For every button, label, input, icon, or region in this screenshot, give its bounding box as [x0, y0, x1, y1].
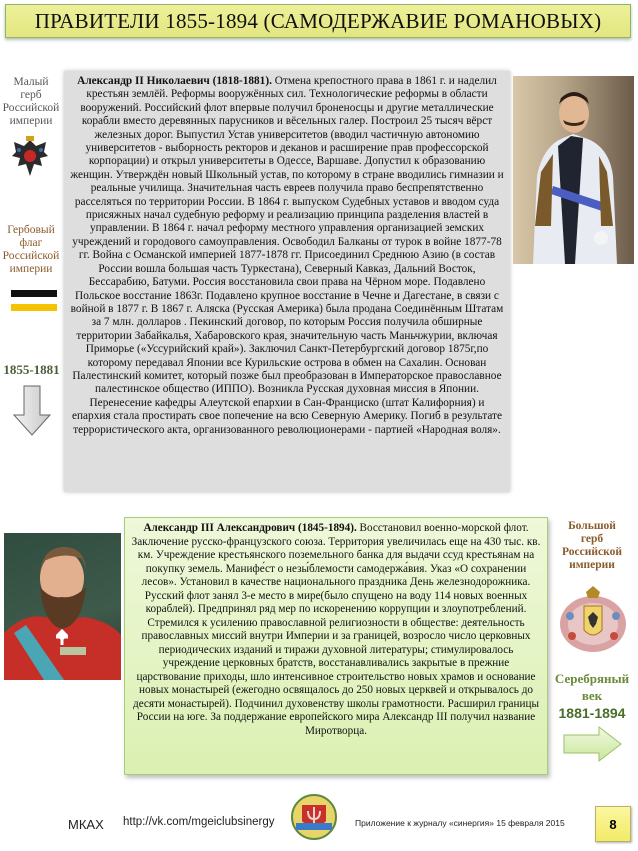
label-line: империи: [9, 263, 53, 275]
alexander-iii-bio: [125, 518, 547, 738]
alexander-ii-portrait: [513, 76, 634, 264]
label-line: герб: [20, 89, 42, 101]
label-line: век: [581, 688, 603, 703]
great-coat-of-arms-icon: [558, 586, 628, 654]
period-1881-1894: 1881-1894: [558, 705, 626, 721]
alexander-ii-name: Александр II Николаевич (1818-1881).: [77, 75, 272, 87]
label-line: Малый: [13, 76, 49, 88]
small-coat-label: [0, 76, 62, 128]
page-title-bar: [5, 4, 631, 38]
label-line: флаг: [19, 237, 43, 249]
arrow-down-icon: [12, 385, 52, 437]
synergy-club-emblem-icon: [290, 793, 338, 841]
great-coat-label: [548, 520, 636, 572]
label-line: империи: [569, 559, 615, 571]
double-headed-eagle-icon: [10, 134, 50, 182]
alexander-ii-bio: [64, 71, 510, 437]
label-line: Большой: [568, 520, 616, 532]
page-title: ПРАВИТЕЛИ 1855-1894 (САМОДЕРЖАВИЕ РОМАНОВЫХ): [34, 8, 602, 33]
label-line: герб: [580, 533, 604, 545]
footer-link[interactable]: http://vk.com/mgeiclubsinergy: [123, 816, 275, 828]
label-line: Гербовый: [7, 224, 55, 236]
alexander-ii-panel: [64, 71, 510, 492]
period-1855-1881: 1855-1881: [3, 362, 60, 377]
alexander-iii-panel: [124, 517, 548, 775]
label-line: империи: [9, 115, 53, 127]
arrow-right-icon: [563, 726, 623, 762]
alexander-iii-portrait: [4, 533, 121, 680]
label-line: Российской: [2, 102, 60, 114]
page-number: 8: [595, 806, 631, 842]
label-line: Российской: [562, 546, 622, 558]
alexander-iii-name: Александр III Александрович (1845-1894).: [143, 522, 357, 534]
label-line: Российской: [2, 250, 60, 262]
label-line: Серебряный: [554, 671, 630, 686]
imperial-flag-icon: [11, 290, 57, 311]
footer-note: Приложение к журналу «синергия» 15 февраля 2015: [355, 818, 565, 828]
silver-age-label: [548, 670, 636, 704]
flag-label: [0, 224, 62, 276]
alexander-iii-text: Восстановил военно-морской флот. Заключение русско-французского союза. Территория увеличилась еще на 430 тыс. кв. км. Учреждение крестьянского поземельного банка для выдачи ссуд крестьянам на покупку земель. Манифе́ст о незы́блемости самодержа́вия. Указ «О сохранении лесов». Установил в качестве национального праздника День железнодорожника. Русский флот занял 3-е место в мире(было спущено на воду 114 новых военных кораблей). Предпринял ряд мер по искоренению коррупции и злоупотреблений. Стремился к усилению православной религиозности в обществе: деятельность православных миссий внутри Империи и за границей, возросло число церковных периодических изданий и тиражи духовной литературы; стимулировалось учреждение церковных братств, восстанавливались закрытые в прежние царствование приходы, шло интенсивное строительство новых храмов и основание новых монастырей (ежегодно освящалось до 250 новых церквей и открывалось до десяти монастырей). Подчинил духовенству школы грамотности. Расширил границы России на юге. За поддержание европейского мира Александр III получил название Миротворца.: [131, 522, 541, 737]
alexander-ii-text: Отмена крепостного права в 1861 г. и наделил крестьян землёй. Реформы вооружённых сил. Технологические реформы в области вооружений. Российский флот впервые получил броненосцы и другие металлические корабли вместо деревянных парусников и вёсельных галер. Построил 25 тысяч вёрст железных дорог. Выпустил Устав университетов (вводил частичную автономию университетов - выборность ректоров и деканов и расширение прав профессорской корпорации) и открыл университеты в Одессе, Варшаве. Допустил к образованию женщин. Утверждён новый Школьный устав, по которому в стране вводились гимназии и реальные училища. Значительная часть евреев получила право беспрепятственно расселяться по территории России. В 1864 г. выпуском Судебных уставов и вводом суда присяжных начал судебную реформу и реализацию принципа разделения властей в управлении. В 1864 г. начал реформу местного управления организацией земских учреждений и городового самоуправления. Освободил Балканы от турок в войне 1877-78 гг. Война с Османской империей 1877-1878 гг. Присоединил Среднюю Азию (в состав России вошла большая часть Туркестана), Северный Кавказ, Дальний Восток, Бессарабию, Батуми. Россия восстановила свои права на Чёрном море. Подавлено Польское восстание 1863г. Подавлено крупное восстание в Чечне и Дагестане, в связи с войной в 1877 г. В 1867 г. Аляска (Русская Америка) была продана Соединённым Штатам за 7 млн. долларов . Пекинский договор, по которым Россия получила обширные территории Забайкалья, Хабаровского края, значительную часть Маньчжурии, включая Приморье («Уссурийский край»). Заключил Санкт-Петербургский договор 1875г,по которому передавал Японии все Курильские острова в обмен на Сахалин. Основан Палестинский комитет, который позже был преобразован в Императорское православное палестинское общество (ИППО). Возникла Русская духовная миссия в Японии. Перенесение кафедры Алеутской епархии в Сан-Франциско (штат Калифорния) и епархия стала простирать свое попечение на всю Северную Америку. Погиб в результате террористического акта, организованного революционерами - партией «Народная воля».: [70, 75, 504, 436]
footer-org: МКАХ: [68, 817, 104, 832]
